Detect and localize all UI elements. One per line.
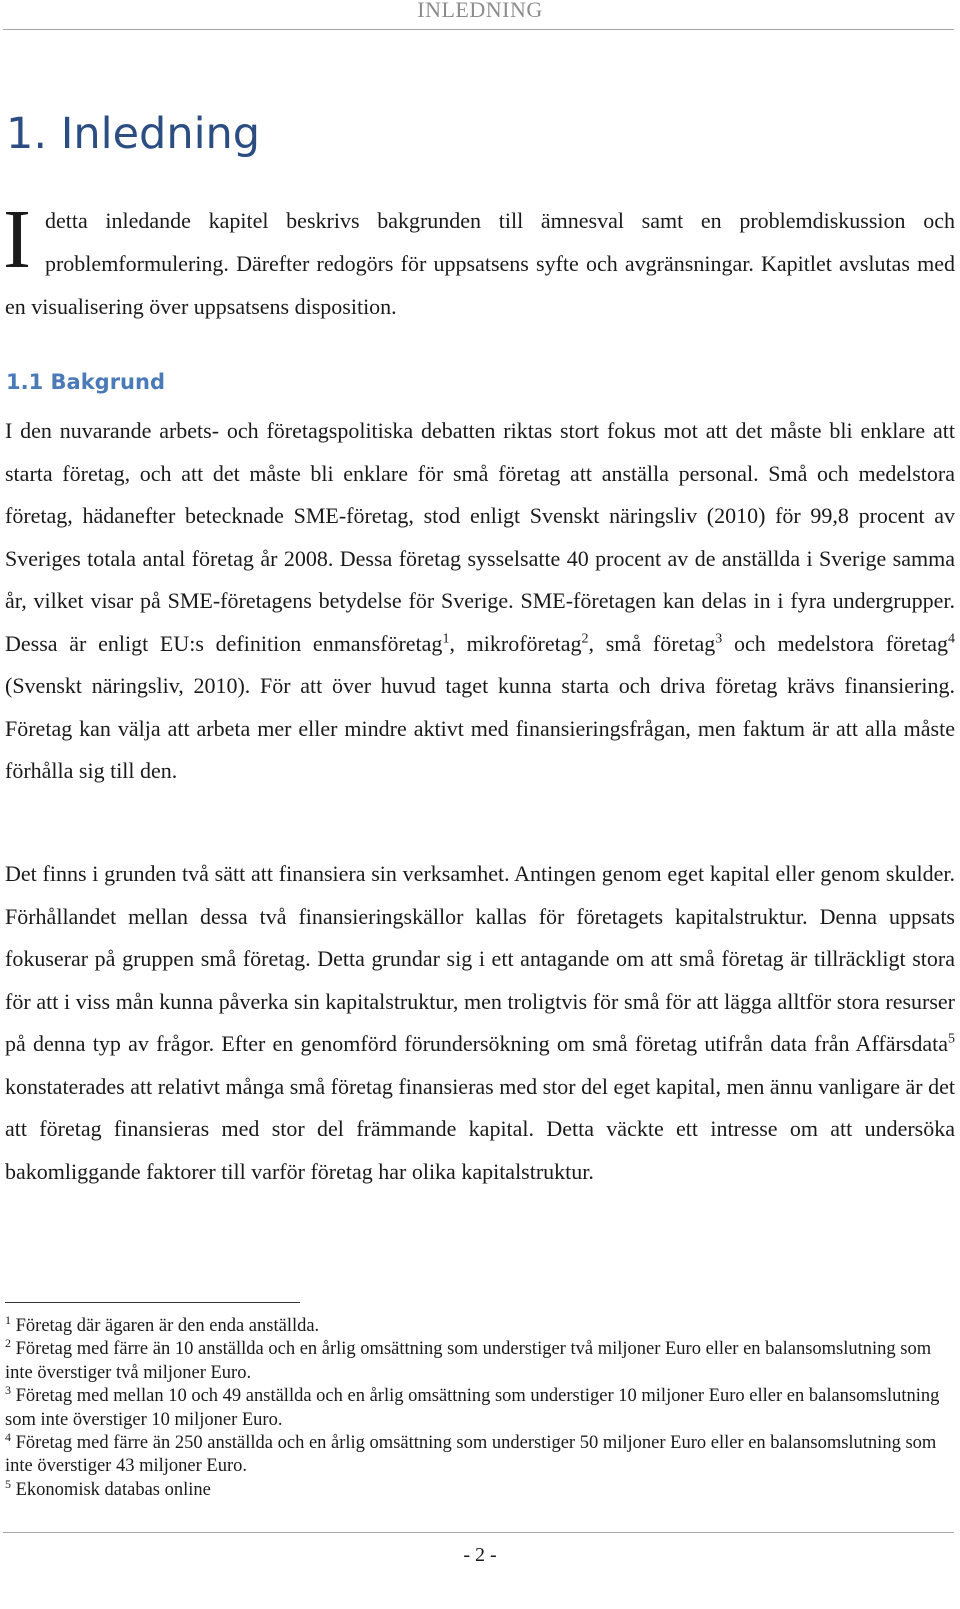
footnote-4 — [5, 1429, 955, 1479]
footnote-number: 1 — [5, 1312, 11, 1327]
footnote-ref-4[interactable]: 4 — [948, 631, 955, 647]
footnote-5 — [5, 1476, 955, 1502]
running-header: INLEDNING — [417, 0, 543, 22]
footnote-2 — [5, 1338, 955, 1385]
footnote-1 — [5, 1312, 955, 1338]
footnote-number: 3 — [5, 1383, 11, 1398]
footnote-text: Företag med färre än 250 anställda och en årlig omsättning som understiger 50 miljoner Euro eller en balansomslutning som inte överstiger 43 miljoner Euro. — [5, 1433, 937, 1477]
footnote-number: 4 — [5, 1429, 11, 1444]
footnote-3 — [5, 1385, 955, 1432]
footer-divider — [3, 1532, 954, 1533]
body-paragraph-1 — [5, 410, 955, 793]
chapter-title: 1. Inledning — [6, 109, 261, 159]
intro-text: detta inledande kapitel beskrivs bakgrunden till ämnesval samt en problemdiskussion och problemformulering. Därefter redogörs för uppsatsens syfte och avgränsningar. Kapitlet avslutas med en visualisering över uppsatsens disposition. — [5, 208, 955, 319]
footnote-ref-2[interactable]: 2 — [581, 631, 589, 647]
section-heading: 1.1 Bakgrund — [6, 370, 165, 394]
footnote-text: Företag med mellan 10 och 49 anställda och en årlig omsättning som understiger 10 miljoner Euro eller en balansomslutning som inte överstiger 10 miljoner Euro. — [5, 1386, 940, 1430]
paragraph-text: I den nuvarande arbets- och företagspolitiska debatten riktas stort fokus mot att det måste bli enklare att starta företag, och att det måste bli enklare för små företag att anställa personal. Små och medelstora företag, hädanefter betecknade SME-företag, stod enligt Svenskt näringsliv (2010) för 99,8 procent av Sveriges totala antal företag år 2008. Dessa företag sysselsatte 40 procent av de anställda i Sverige samma år, vilket visar på SME-företagens betydelse för Sverige. SME-företagen kan delas in i fyra undergrupper. Dessa är enligt EU:s definition enmansföretag — [5, 418, 955, 656]
footnote-ref-3[interactable]: 3 — [715, 631, 723, 647]
header-divider — [3, 29, 954, 30]
page-number: - 2 - — [463, 1544, 497, 1566]
paragraph-text: (Svenskt näringsliv, 2010). För att över huvud taget kunna starta och driva företag krävs finansiering. Företag kan välja att arbeta mer eller mindre aktivt med finansieringsfrågan, men faktum är att alla måste förhålla sig till den. — [5, 673, 955, 783]
footnote-number: 2 — [5, 1336, 11, 1351]
footnote-ref-1[interactable]: 1 — [442, 631, 450, 647]
paragraph-text: Det finns i grunden två sätt att finansiera sin verksamhet. Antingen genom eget kapital eller genom skulder. Förhållandet mellan dessa två finansieringskällor kallas för företagets kapitalstruktur. Denna uppsats fokuserar på gruppen små företag. Detta grundar sig i ett antagande om att små företag är tillräckligt stora för att i viss mån kunna påverka sin kapitalstruktur, men troligtvis för små för att lägga alltför stora resurser på denna typ av frågor. Efter en genomförd förundersökning om små företag utifrån data från Affärsdata — [5, 861, 955, 1056]
drop-cap: I — [3, 193, 31, 286]
paragraph-text: konstaterades att relativt många små företag finansieras med stor del eget kapital, men ännu vanligare är det att företag finansieras med stor del främmande kapital. Detta väckte ett intresse om att undersöka bakomliggande faktorer till varför företag har olika kapitalstruktur. — [5, 1073, 955, 1184]
footnote-text: Ekonomisk databas online — [11, 1479, 211, 1500]
footnote-text: Företag med färre än 10 anställda och en årlig omsättning som understiger två miljoner Euro eller en balansomslutning som inte överstiger två miljoner Euro. — [5, 1339, 932, 1383]
footnote-separator — [5, 1302, 300, 1303]
intro-paragraph — [3, 193, 955, 328]
footnotes — [5, 1312, 955, 1502]
footnote-ref-5[interactable]: 5 — [948, 1031, 955, 1047]
body-paragraph-2 — [5, 853, 955, 1193]
paragraph-text: , mikroföretag — [449, 630, 582, 656]
footnote-text: Företag där ägaren är den enda anställda. — [11, 1316, 320, 1336]
paragraph-text: och medelstora företag — [722, 630, 948, 656]
paragraph-text: , små företag — [588, 630, 716, 656]
footnote-number: 5 — [5, 1476, 11, 1491]
